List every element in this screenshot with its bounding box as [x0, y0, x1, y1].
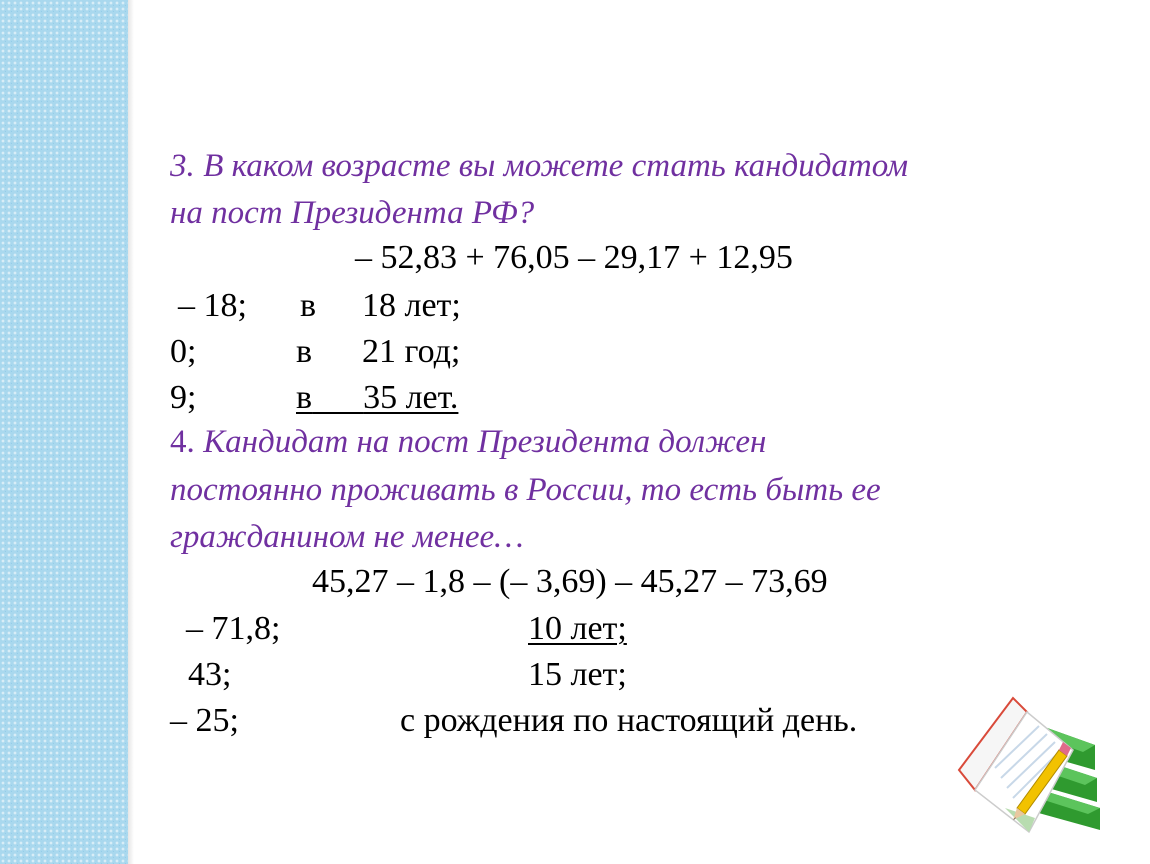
question-4-line-1	[170, 422, 766, 462]
question-4-number: 4.	[170, 424, 195, 460]
decorative-side-stripe	[0, 0, 128, 864]
q3-option-3-value: 9;	[170, 379, 197, 416]
question-4-text-line-2: постоянно проживать в России, то есть быть ее	[170, 472, 881, 508]
q3-option-2-value: 0;	[170, 333, 197, 370]
q3-option-3-prep: в	[296, 379, 313, 416]
q3-option-3-answer-underlined	[296, 378, 458, 418]
q3-option-1-prep: в	[300, 287, 317, 324]
q3-option-1-answer: 18 лет;	[362, 287, 461, 324]
q4-option-3-value: – 25;	[170, 702, 239, 739]
q3-option-2-answer: 21 год;	[362, 333, 461, 370]
q4-option-3-answer: с рождения по настоящий день.	[400, 702, 858, 739]
question-3-text-line-1: В каком возрасте вы можете стать кандидатом	[203, 148, 909, 184]
question-4-expression: 45,27 – 1,8 – (– 3,69) – 45,27 – 73,69	[312, 563, 828, 600]
question-3-expression: – 52,83 + 76,05 – 29,17 + 12,95	[355, 239, 793, 276]
question-3-number: 3.	[170, 148, 195, 184]
question-3-line-1	[170, 146, 908, 186]
q3-option-2-prep: в	[296, 333, 313, 370]
q3-option-3-answer: 35 лет.	[363, 379, 459, 416]
q4-option-1-answer: 10 лет;	[528, 610, 627, 647]
question-4-text-line-3: гражданином не менее…	[170, 519, 524, 555]
q3-option-1-value: – 18;	[178, 287, 247, 324]
question-4-text-line-1: Кандидат на пост Президента должен	[203, 424, 767, 460]
books-notebook-pencil-icon	[955, 690, 1105, 840]
q4-option-2-answer: 15 лет;	[528, 656, 627, 693]
question-3-text-line-2: на пост Президента РФ?	[170, 195, 535, 231]
q4-option-2-value: 43;	[188, 656, 232, 693]
side-stripe-shadow	[128, 0, 134, 864]
q4-option-1-value: – 71,8;	[186, 610, 281, 647]
